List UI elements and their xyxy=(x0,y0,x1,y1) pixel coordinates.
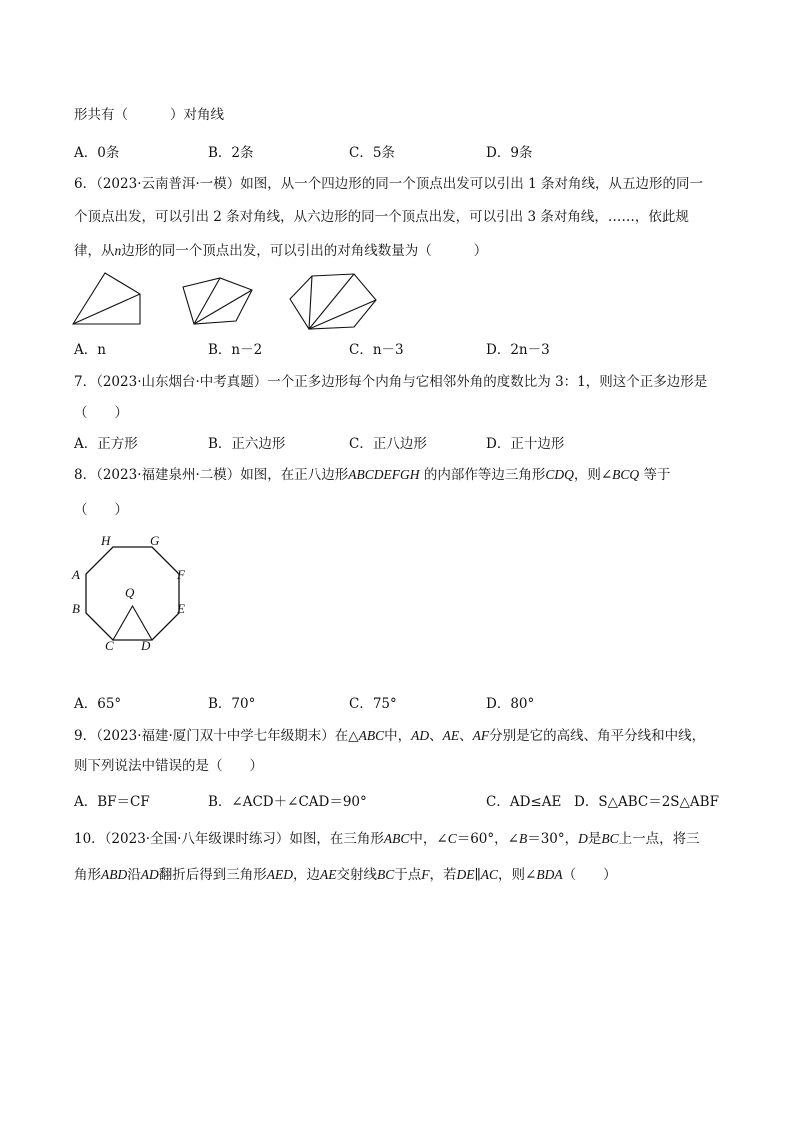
q8-option-d[interactable]: D．80° xyxy=(486,696,535,712)
q7-options xyxy=(74,435,734,453)
q7-option-c[interactable]: C．正八边形 xyxy=(349,436,427,452)
q5-option-b[interactable]: B．2条 xyxy=(208,145,254,161)
q6-figure-hexagon xyxy=(287,272,382,334)
label-g: G xyxy=(150,533,160,548)
q5-options xyxy=(74,144,734,162)
q8-line1: 8．（2023·福建泉州·二模）如图，在正八边形ABCDEFGH 的内部作等边三角形CDQ，则∠BCQ 等于 xyxy=(74,467,671,483)
label-e: E xyxy=(177,601,185,616)
q8-option-a[interactable]: A．65° xyxy=(74,696,122,712)
q9-option-b[interactable]: B．∠ACD＋∠CAD＝90° xyxy=(208,794,367,810)
q7-option-a[interactable]: A．正方形 xyxy=(74,436,138,452)
q6-option-b[interactable]: B．n－2 xyxy=(208,342,263,358)
q6-figure-quadrilateral xyxy=(70,270,150,330)
q7-option-b[interactable]: B．正六边形 xyxy=(208,436,286,452)
q7-line1: 7．（2023·山东烟台·中考真题）一个正多边形每个内角与它相邻外角的度数比为 3：1，则这个正多边形是 xyxy=(74,374,708,390)
q9-option-c[interactable]: C．AD≤AE xyxy=(486,794,562,810)
label-q: Q xyxy=(125,585,135,600)
q9-options xyxy=(74,793,734,811)
q6-line3: 律，从n边形的同一个顶点出发，可以引出的对角线数量为（ ） xyxy=(74,243,488,259)
q7-line2: （ ） xyxy=(74,405,128,421)
q8-option-c[interactable]: C．75° xyxy=(349,696,397,712)
q5-option-c[interactable]: C．5条 xyxy=(349,145,395,161)
label-a: A xyxy=(72,567,80,582)
q6-option-d[interactable]: D．2n－3 xyxy=(486,342,550,358)
q6-options xyxy=(74,341,734,359)
label-c: C xyxy=(105,638,114,653)
q8-option-b[interactable]: B．70° xyxy=(208,696,256,712)
q9-option-a[interactable]: A．BF＝CF xyxy=(74,794,150,810)
q9-line2: 则下列说法中错误的是（ ） xyxy=(74,758,263,774)
q9-option-d[interactable]: D．S△ABC＝2S△ABF xyxy=(574,794,719,810)
label-b: B xyxy=(72,601,80,616)
q6-option-a[interactable]: A．n xyxy=(74,342,106,358)
q9-line1: 9．（2023·福建·厦门双十中学七年级期末）在△ABC中，AD、AE、AF分别是它的高线、角平分线和中线， xyxy=(74,728,706,744)
q6-option-c[interactable]: C．n－3 xyxy=(349,342,404,358)
q10-line2: 角形ABD沿AD翻折后得到三角形AED，边AE交射线BC于点F，若DE∥AC，则∠BDA（ ） xyxy=(74,867,617,883)
q8-options xyxy=(74,695,734,713)
q10-line1: 10．（2023·全国·八年级课时练习）如图，在三角形ABC中，∠C＝60°，∠B＝30°，D是BC上一点，将三 xyxy=(74,831,700,847)
q6-line2: 个顶点出发，可以引出 2 条对角线，从六边形的同一个顶点出发，可以引出 3 条对角线，……，依此规 xyxy=(74,209,689,225)
q5-option-a[interactable]: A．0条 xyxy=(74,145,120,161)
q6-line1: 6．（2023·云南普洱·一模）如图，从一个四边形的同一个顶点出发可以引出 1 条对角线，从五边形的同一 xyxy=(74,176,703,192)
q5-text: 形共有（ ）对角线 xyxy=(74,107,224,123)
q8-figure-octagon xyxy=(68,532,193,657)
q5-option-d[interactable]: D．9条 xyxy=(486,145,533,161)
q8-line2: （ ） xyxy=(74,502,128,518)
label-h: H xyxy=(101,533,111,548)
q7-option-d[interactable]: D．正十边形 xyxy=(486,436,565,452)
q6-figure-pentagon xyxy=(180,275,260,330)
label-d: D xyxy=(141,638,151,653)
label-f: F xyxy=(177,567,185,582)
